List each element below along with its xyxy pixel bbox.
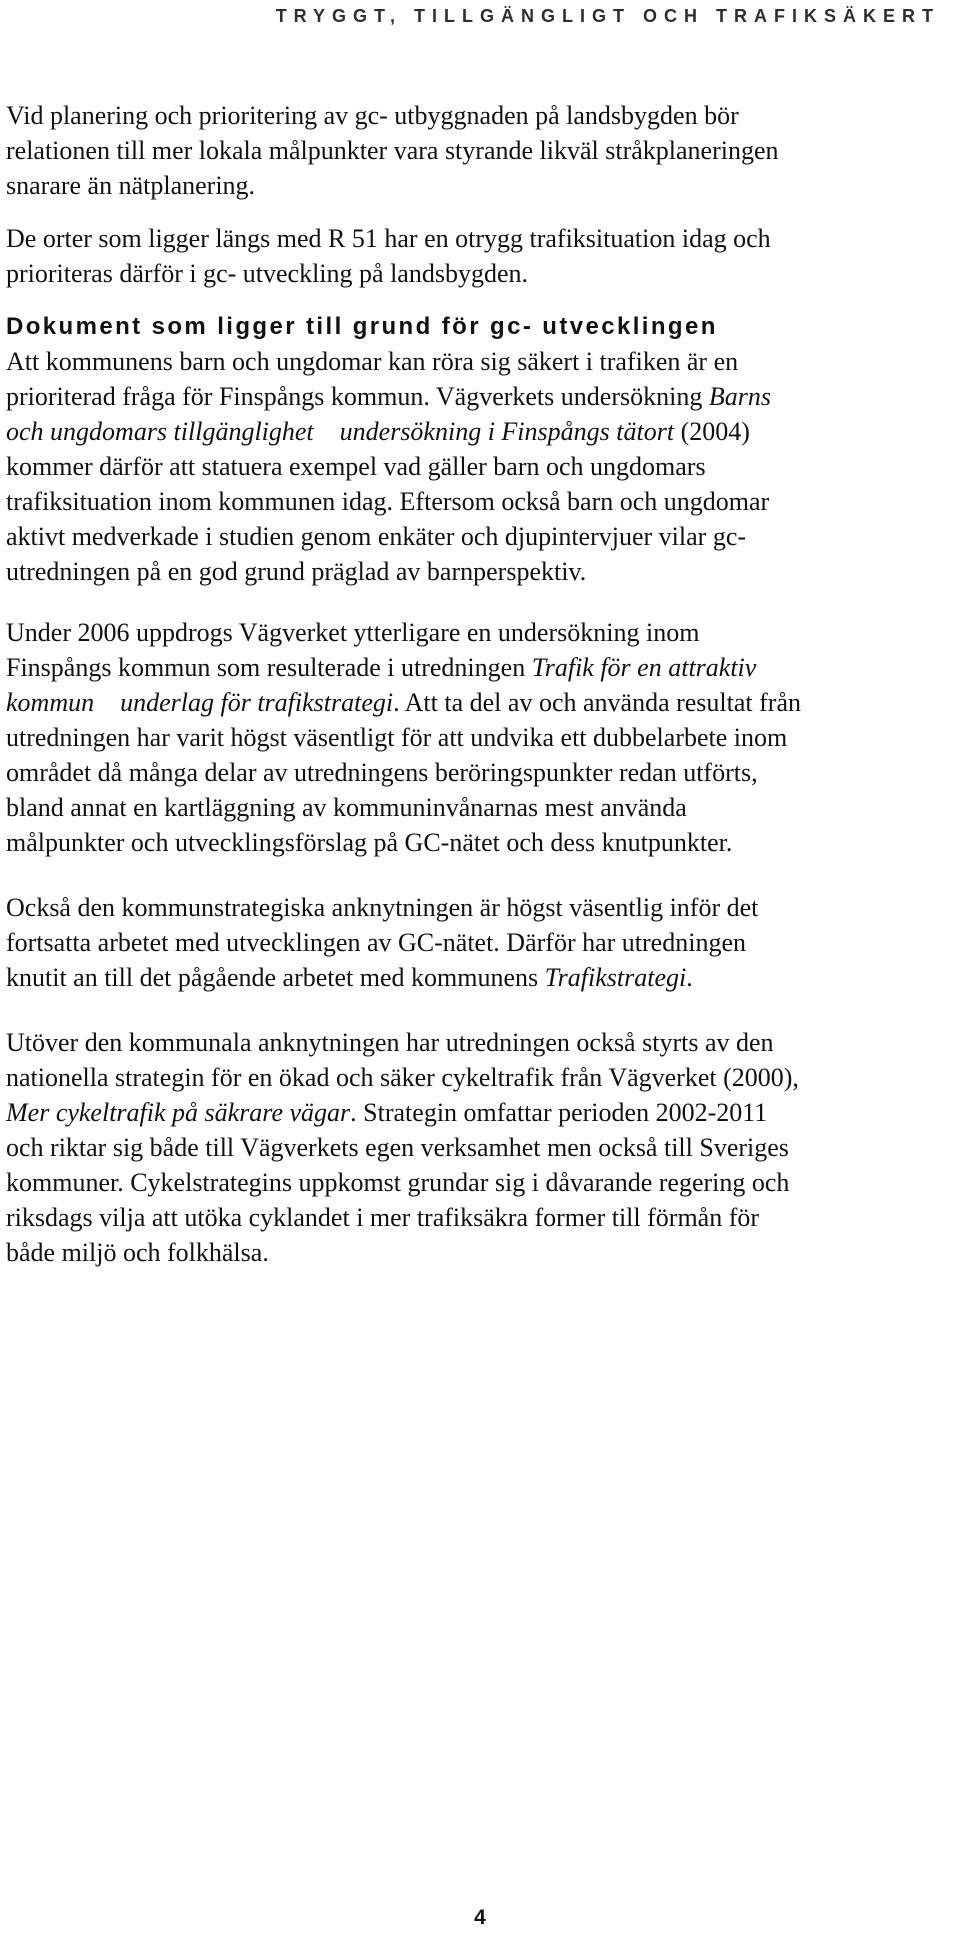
- text-line: [6, 960, 946, 995]
- text-run: (2004): [674, 417, 750, 446]
- text-line: utredningen på en god grund präglad av barnperspektiv.: [6, 557, 587, 586]
- text-line: [6, 379, 946, 414]
- italic-title-run: Trafikstrategi: [544, 963, 687, 992]
- text-line: kommuner. Cykelstrategins uppkomst grundar sig i dåvarande regering och: [6, 1168, 790, 1197]
- text-run: . Strategin omfattar perioden 2002-2011: [350, 1098, 768, 1127]
- text-line: området då många delar av utredningens beröringspunkter redan utförts,: [6, 758, 758, 787]
- text-line: [6, 650, 946, 685]
- text-line: utredningen har varit högst väsentligt för att undvika ett dubbelarbete inom: [6, 723, 788, 752]
- text-line: De orter som ligger längs med R 51 har en otrygg trafiksituation idag och: [6, 224, 771, 253]
- text-line: [6, 414, 946, 449]
- text-line: [6, 685, 946, 720]
- text-line: bland annat en kartläggning av kommuninvånarnas mest använda: [6, 793, 687, 822]
- running-header-title: TRYGGT, TILLGÄNGLIGT OCH TRAFIKSÄKERT: [275, 6, 940, 26]
- text-line: både miljö och folkhälsa.: [6, 1238, 269, 1267]
- italic-title-run: Mer cykeltrafik på säkrare vägar: [6, 1098, 351, 1127]
- italic-title-run: kommun underlag för trafikstrategi: [6, 688, 394, 717]
- paragraph-r51-towns: [6, 221, 946, 291]
- section-heading: Dokument som ligger till grund för gc- utvecklingen: [6, 313, 718, 340]
- paragraph-children-safety: [6, 344, 946, 589]
- paragraph-municipal-strategy: [6, 890, 946, 995]
- paragraph-2006-investigation: [6, 615, 946, 860]
- italic-title-run: Trafik för en attraktiv: [531, 653, 757, 682]
- paragraph-national-strategy: [6, 1025, 946, 1270]
- text-line: Att kommunens barn och ungdomar kan röra sig säkert i trafiken är en: [6, 347, 739, 376]
- text-run: . Att ta del av och använda resultat från: [393, 688, 801, 717]
- text-line: aktivt medverkade i studien genom enkäter och djupintervjuer vilar gc-: [6, 522, 747, 551]
- text-line: Också den kommunstrategiska anknytningen är högst väsentlig inför det: [6, 893, 759, 922]
- text-line: Utöver den kommunala anknytningen har utredningen också styrts av den: [6, 1028, 774, 1057]
- document-body: [6, 98, 946, 1270]
- text-line: [6, 1095, 946, 1130]
- text-run: Finspångs kommun som resulterade i utredningen: [6, 653, 532, 682]
- text-line: och riktar sig både till Vägverkets egen verksamhet men också till Sveriges: [6, 1133, 789, 1162]
- text-line: fortsatta arbetet med utvecklingen av GC-nätet. Därför har utredningen: [6, 928, 746, 957]
- text-line: kommer därför att statuera exempel vad gäller barn och ungdomars: [6, 452, 706, 481]
- text-line: prioriteras därför i gc- utveckling på landsbygden.: [6, 259, 528, 288]
- text-line: nationella strategin för en ökad och säker cykeltrafik från Vägverket (2000),: [6, 1063, 799, 1092]
- text-line: trafiksituation inom kommunen idag. Eftersom också barn och ungdomar: [6, 487, 770, 516]
- text-line: relationen till mer lokala målpunkter vara styrande likväl stråkplaneringen: [6, 136, 779, 165]
- text-line: Vid planering och prioritering av gc- utbyggnaden på landsbygden bör: [6, 101, 739, 130]
- page-number: 4: [474, 1906, 486, 1929]
- text-line: Under 2006 uppdrogs Vägverket ytterligare en undersökning inom: [6, 618, 700, 647]
- text-line: snarare än nätplanering.: [6, 171, 256, 200]
- text-line: riksdags vilja att utöka cyklandet i mer trafiksäkra former till förmån för: [6, 1203, 760, 1232]
- italic-title-run: och ungdomars tillgänglighet undersökning i Finspångs tätort: [6, 417, 675, 446]
- text-run: prioriterad fråga för Finspångs kommun. Vägverkets undersökning: [6, 382, 709, 411]
- text-line: målpunkter och utvecklingsförslag på GC-nätet och dess knutpunkter.: [6, 828, 733, 857]
- paragraph-rural-planning: [6, 98, 946, 203]
- text-run: .: [686, 963, 693, 992]
- italic-title-run: Barns: [708, 382, 771, 411]
- text-run: knutit an till det pågående arbetet med kommunens: [6, 963, 545, 992]
